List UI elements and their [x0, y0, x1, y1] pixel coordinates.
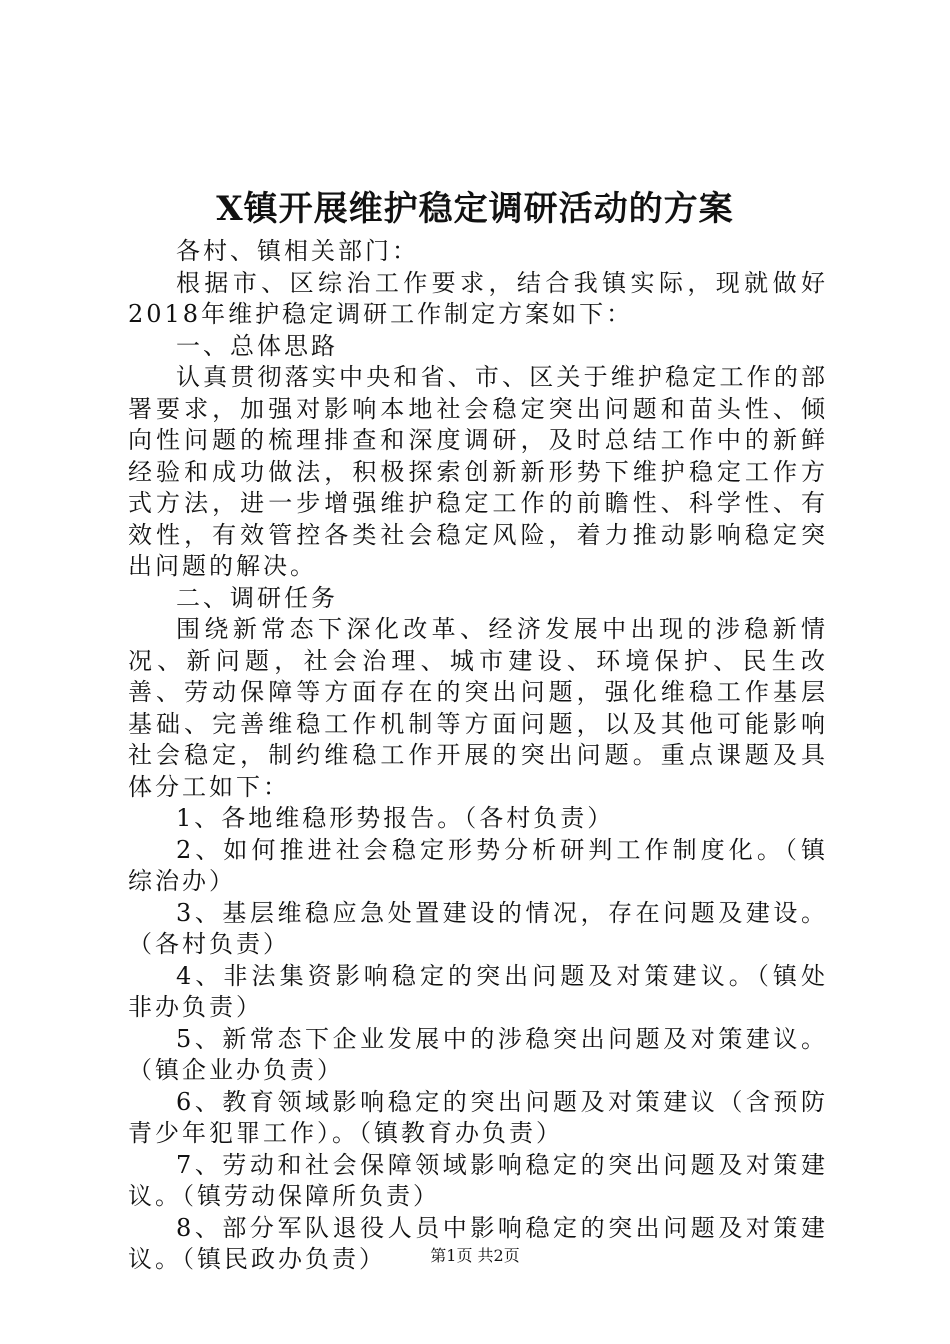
research-tasks-paragraph: 围绕新常态下深化改革、经济发展中出现的涉稳新情况、新问题，社会治理、城市建设、环境保护、民生改善、劳动保障等方面存在的突出问题，强化维稳工作基层基础、完善维稳工作机制等方面问题，以及其他可能影响社会稳定，制约维稳工作开展的突出问题。重点课题及具体分工如下：	[128, 615, 828, 801]
task-item-1: 1、各地维稳形势报告。（各村负责）	[176, 804, 615, 832]
task-item-2: 2、如何推进社会稳定形势分析研判工作制度化。（镇综治办）	[128, 835, 828, 895]
page-number-footer: 第1页 共2页	[430, 1246, 520, 1265]
intro-paragraph: 根据市、区综治工作要求，结合我镇实际，现就做好2018年维护稳定调研工作制定方案如下：	[128, 268, 828, 328]
section-heading-overall-approach: 一、总体思路	[176, 331, 338, 360]
task-item-7: 7、劳动和社会保障领域影响稳定的突出问题及对策建议。（镇劳动保障所负责）	[128, 1150, 828, 1210]
task-item-6: 6、教育领域影响稳定的突出问题及对策建议（含预防青少年犯罪工作）。（镇教育办负责）	[128, 1087, 828, 1147]
document-title: X镇开展维护稳定调研活动的方案	[216, 189, 734, 229]
task-item-5: 5、新常态下企业发展中的涉稳突出问题及对策建议。（镇企业办负责）	[128, 1024, 828, 1084]
task-item-4: 4、非法集资影响稳定的突出问题及对策建议。（镇处非办负责）	[128, 961, 828, 1021]
overall-approach-paragraph: 认真贯彻落实中央和省、市、区关于维护稳定工作的部署要求，加强对影响本地社会稳定突出问题和苗头性、倾向性问题的梳理排查和深度调研，及时总结工作中的新鲜经验和成功做法，积极探索创新新形势下维护稳定工作方式方法，进一步增强维护稳定工作的前瞻性、科学性、有效性，有效管控各类社会稳定风险，着力推动影响稳定突出问题的解决。	[128, 363, 828, 580]
section-heading-research-tasks: 二、调研任务	[176, 583, 338, 612]
salutation-paragraph: 各村、镇相关部门：	[176, 237, 419, 265]
document-body	[128, 236, 828, 1276]
task-item-3: 3、基层维稳应急处置建设的情况，存在问题及建设。（各村负责）	[128, 898, 828, 958]
task-item-8: 8、部分军队退役人员中影响稳定的突出问题及对策建议。（镇民政办负责）	[128, 1213, 828, 1273]
